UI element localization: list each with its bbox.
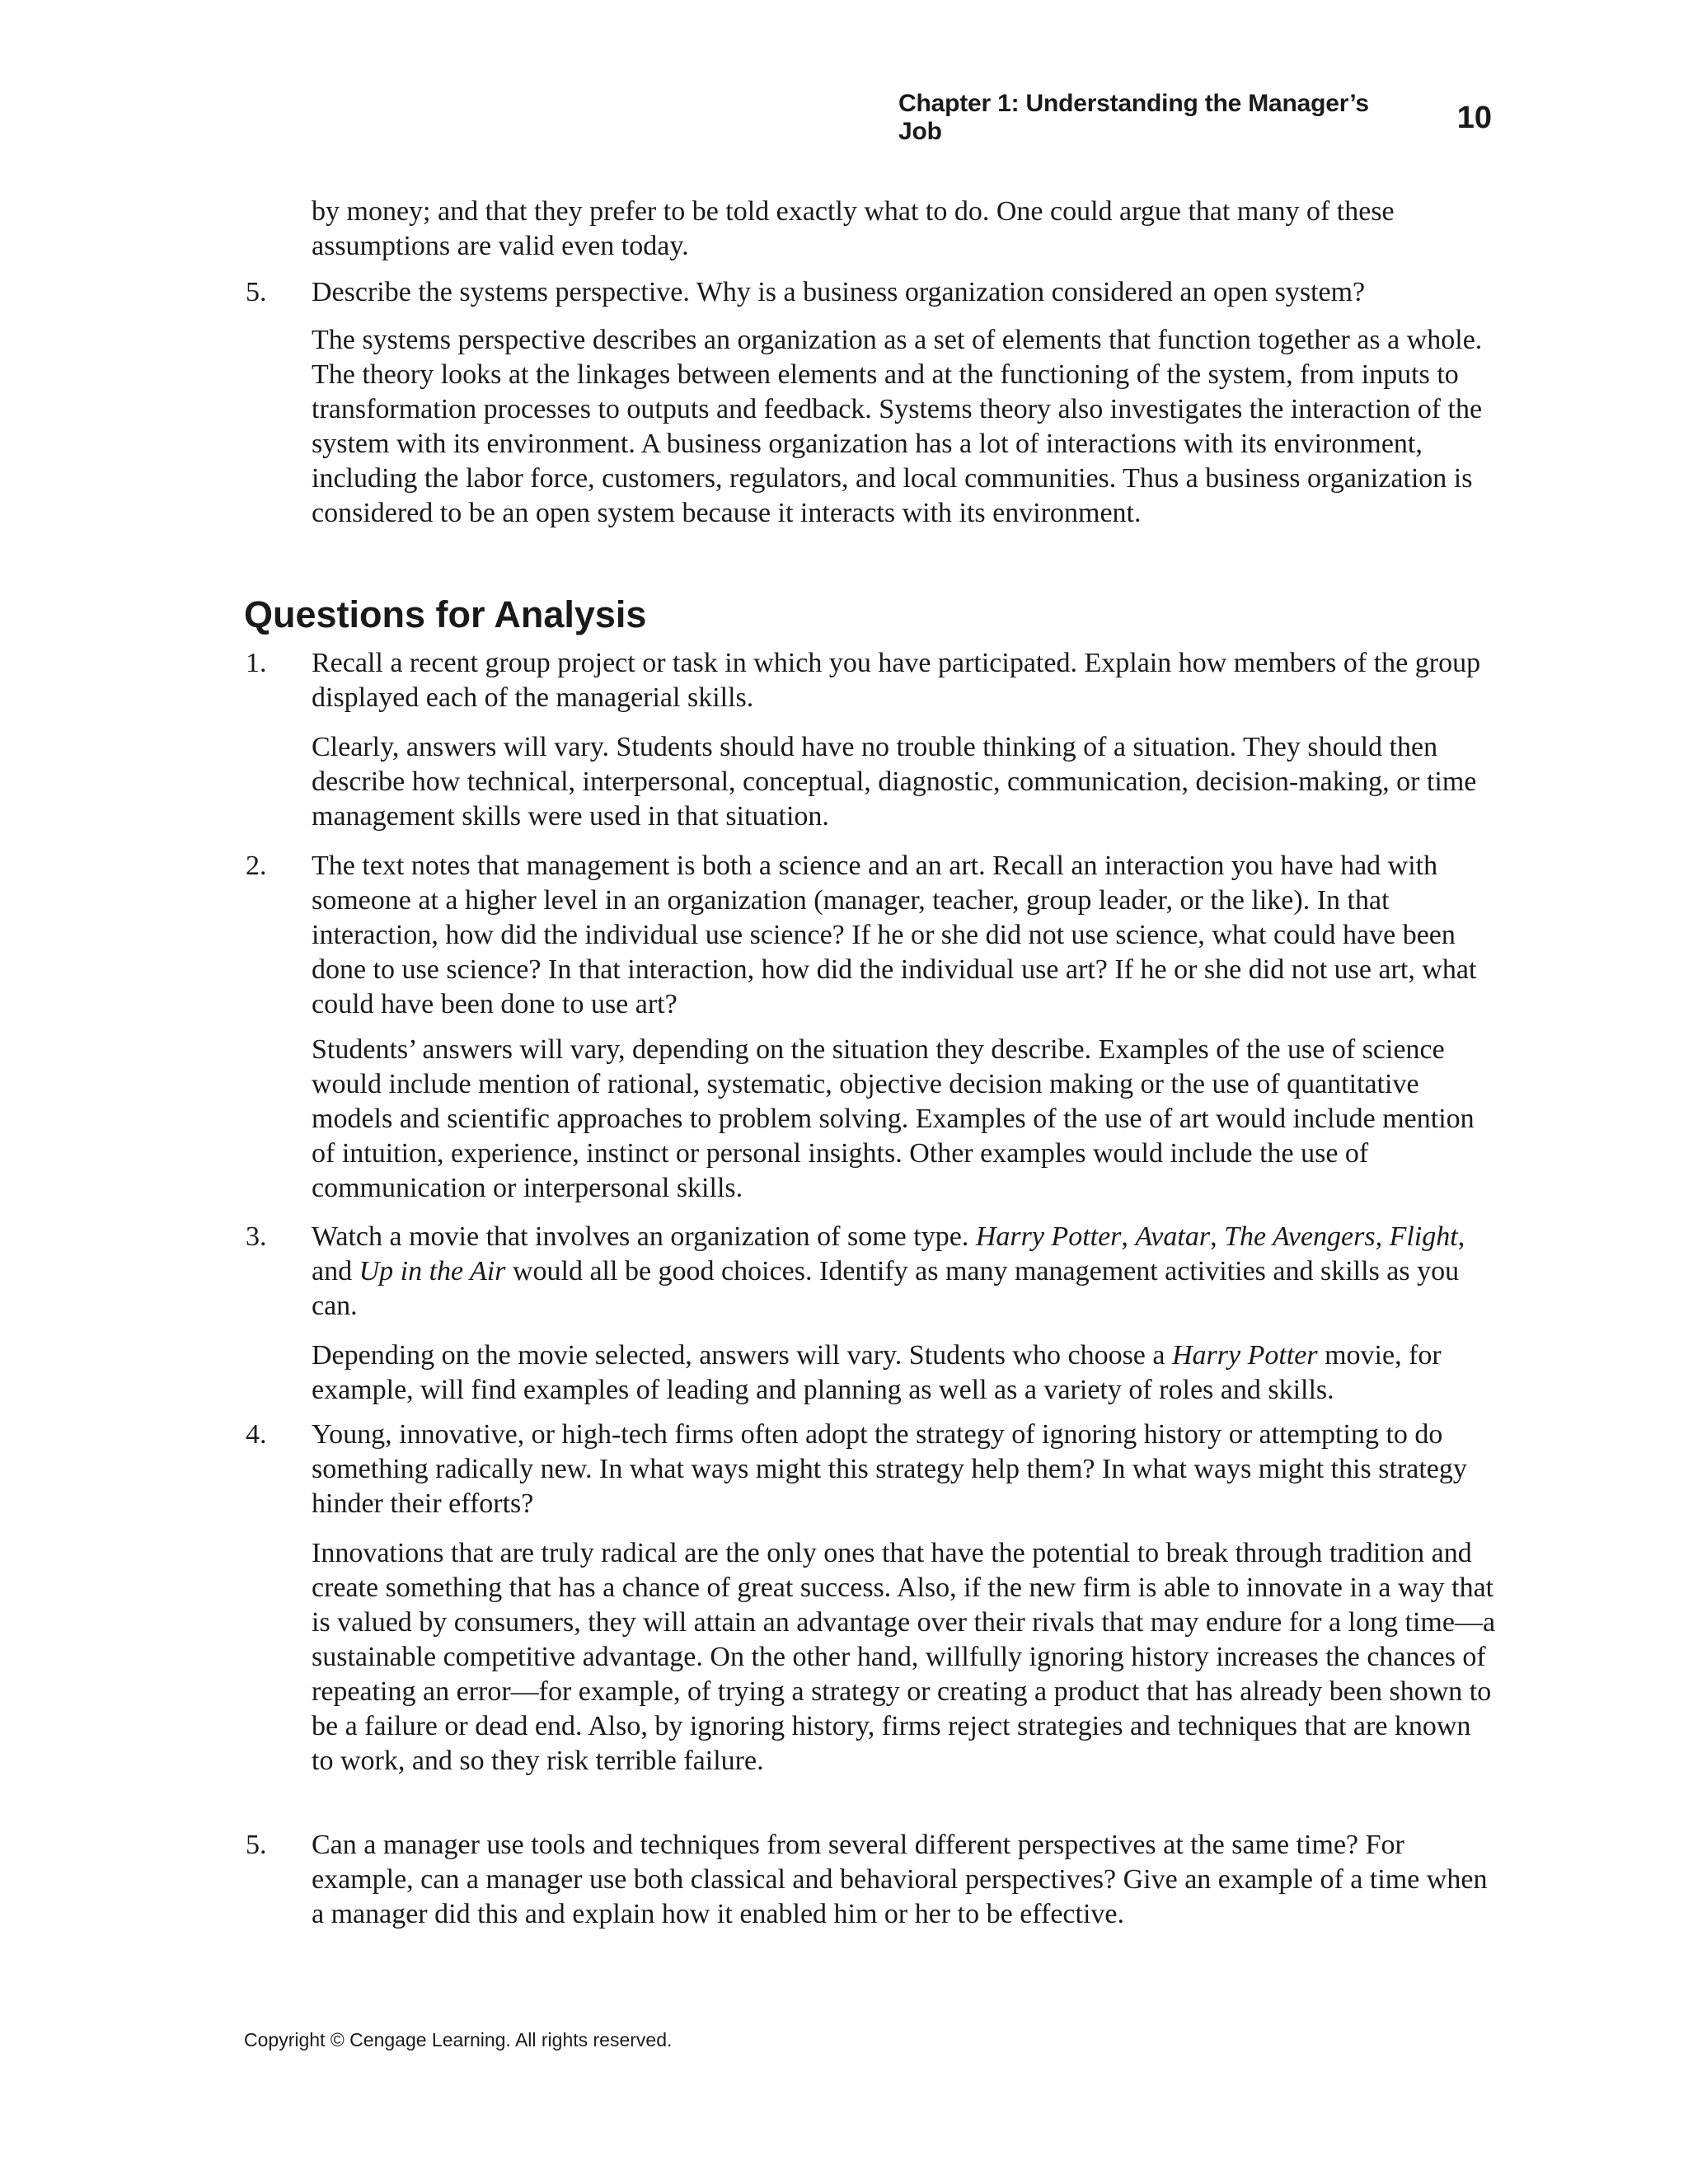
continued-paragraph: by money; and that they prefer to be told exactly what to do. One could argue that many of these assumptions are valid even today.: [312, 196, 1395, 261]
question-number: 2.: [246, 851, 267, 881]
question-number: 4.: [246, 1419, 267, 1450]
question-number: 5.: [246, 277, 267, 307]
question-text: The text notes that management is both a science and an art. Recall an interaction you have had with someone at a higher level in an organization (manager, teacher, group leader, or the like). In that interaction, how did the individual use science? If he or she did not use science, what could have been done to use science? In that interaction, how did the individual use art? If he or she did not use art, what could have been done to use art?: [312, 851, 1477, 1019]
movie-title: Up in the Air: [359, 1256, 506, 1286]
question-text-part: would all be good choices. Identify as many management activities and skills as you can.: [312, 1256, 1460, 1321]
movie-title: Avatar: [1135, 1221, 1211, 1252]
analysis-answer-1: Clearly, answers will vary. Students should have no trouble thinking of a situation. They should then describe how technical, interpersonal, conceptual, diagnostic, communication, decision-making, or time management skills were used in that situation.: [312, 732, 1477, 832]
analysis-question-2: [246, 849, 1498, 1022]
analysis-question-5: [246, 1828, 1498, 1932]
analysis-question-4: [246, 1418, 1498, 1521]
page-number: 10: [1456, 100, 1492, 135]
movie-title: The Avengers, Flight: [1224, 1221, 1458, 1252]
analysis-question-3: [246, 1220, 1498, 1324]
answer-text-part: movie, for example, will find examples of leading and planning as well as a variety of roles and skills.: [312, 1340, 1442, 1405]
separator: , and: [312, 1221, 1465, 1286]
answer-text-part: Depending on the movie selected, answers will vary. Students who choose a: [312, 1340, 1165, 1371]
separator: ,: [1121, 1221, 1136, 1252]
analysis-answer-3: [312, 1338, 1498, 1408]
question-text: Can a manager use tools and techniques from several different perspectives at the same time? For example, can a manager use both classical and behavioral perspectives? Give an example of a time when a manager did this and explain how it enabled him or her to be effective.: [312, 1830, 1488, 1929]
question-text: Recall a recent group project or task in which you have participated. Explain how members of the group displayed each of the managerial skills.: [312, 648, 1481, 713]
question-text: Describe the systems perspective. Why is a business organization considered an open system?: [312, 277, 1366, 307]
analysis-question-1: [246, 646, 1498, 715]
analysis-answer-4: Innovations that are truly radical are the only ones that have the potential to break through tradition and create something that has a chance of great success. Also, if the new firm is able to innovate in a way that is valued by consumers, they will attain an advantage over their rivals that may endure for a long time—a sustainable competitive advantage. On the other hand, willfully ignoring history increases the chances of repeating an error—for example, of trying a strategy or creating a product that has already been shown to be a failure or dead end. Also, by ignoring history, firms reject strategies and techniques that are known to work, and so they risk terrible failure.: [312, 1538, 1496, 1776]
copyright-footer: Copyright © Cengage Learning. All rights reserved.: [244, 2029, 673, 2050]
section-heading: Questions for Analysis: [244, 593, 647, 635]
page-header: [898, 90, 1492, 145]
analysis-answer-2: Students’ answers will vary, depending on the situation they describe. Examples of the use of science would include mention of rational, systematic, objective decision making or the use of quantitative models and scientific approaches to problem solving. Examples of the use of art would include mention of intuition, experience, instinct or personal insights. Other examples would include the use of communication or interpersonal skills.: [312, 1034, 1475, 1203]
movie-title: Harry Potter: [975, 1221, 1122, 1252]
chapter-title: Chapter 1: Understanding the Manager’s Job: [898, 90, 1369, 145]
review-question-5: [246, 275, 1498, 310]
question-number: 1.: [246, 648, 267, 678]
separator: ,: [1210, 1221, 1225, 1252]
question-number: 5.: [246, 1830, 267, 1860]
question-text: [312, 1220, 1498, 1324]
review-answer-5: The systems perspective describes an organization as a set of elements that function together as a whole. The theory looks at the linkages between elements and at the functioning of the system, from inputs to transformation processes to outputs and feedback. Systems theory also investigates the interaction of the system with its environment. A business organization has a lot of interactions with its environment, including the labor force, customers, regulators, and local communities. Thus a business organization is considered to be an open system because it interacts with its environment.: [312, 325, 1483, 528]
question-number: 3.: [246, 1221, 267, 1252]
movie-title: Harry Potter: [1172, 1340, 1318, 1371]
question-text-part: Watch a movie that involves an organization of some type.: [312, 1221, 969, 1252]
question-text: Young, innovative, or high-tech firms often adopt the strategy of ignoring history or attempting to do something radically new. In what ways might this strategy help them? In what ways might this strategy hinder their efforts?: [312, 1419, 1467, 1519]
